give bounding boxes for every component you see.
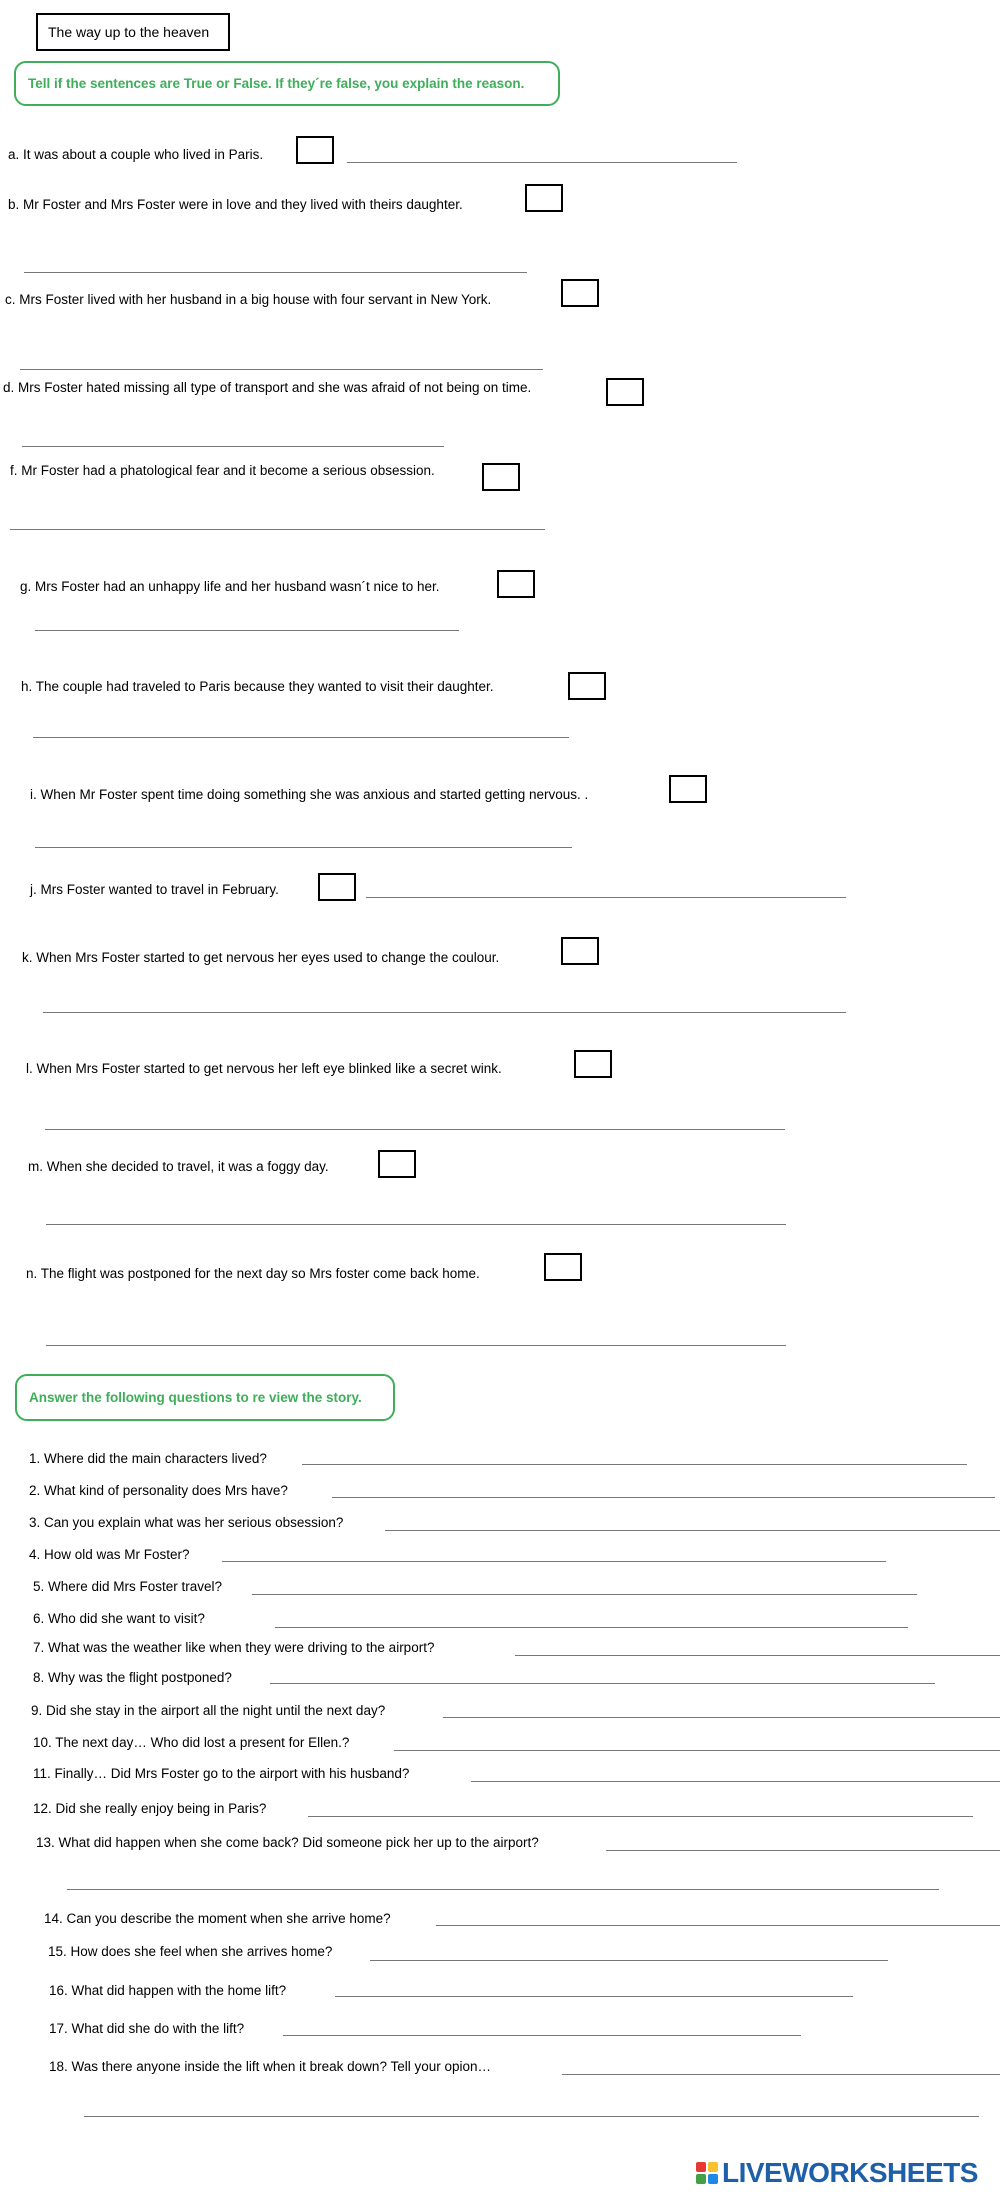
tf-item-a: a. It was about a couple who lived in Paris. [8, 147, 264, 162]
question-7: 7. What was the weather like when they were driving to the airport? [33, 1640, 435, 1655]
answer-line-c[interactable] [20, 369, 543, 370]
answer-line-g[interactable] [35, 630, 459, 631]
question-12: 12. Did she really enjoy being in Paris? [33, 1801, 267, 1816]
tf-answer-box-g[interactable] [497, 570, 535, 598]
tf-answer-box-i[interactable] [669, 775, 707, 803]
answer-line-d[interactable] [22, 446, 444, 447]
answer-line-q13-extra[interactable] [67, 1889, 939, 1890]
tf-answer-box-j[interactable] [318, 873, 356, 901]
tf-item-l: l. When Mrs Foster started to get nervous her left eye blinked like a secret wink. [26, 1061, 502, 1076]
tf-answer-box-c[interactable] [561, 279, 599, 307]
tf-answer-box-d[interactable] [606, 378, 644, 406]
tf-item-m: m. When she decided to travel, it was a foggy day. [28, 1159, 329, 1174]
liveworksheets-logo [696, 2158, 978, 2188]
tf-answer-box-l[interactable] [574, 1050, 612, 1078]
answer-line-i[interactable] [35, 847, 572, 848]
liveworksheets-logo-icon [696, 2162, 718, 2184]
question-1: 1. Where did the main characters lived? [29, 1451, 267, 1466]
section2-instruction: Answer the following questions to re view the story. [15, 1374, 395, 1421]
answer-line-j[interactable] [366, 897, 846, 898]
answer-line-q16[interactable] [335, 1996, 853, 1997]
answer-line-m[interactable] [46, 1224, 786, 1225]
question-10: 10. The next day… Who did lost a present for Ellen.? [33, 1735, 350, 1750]
question-11: 11. Finally… Did Mrs Foster go to the airport with his husband? [33, 1766, 410, 1781]
answer-line-q5[interactable] [252, 1594, 917, 1595]
question-15: 15. How does she feel when she arrives home? [48, 1944, 333, 1959]
tf-item-d: d. Mrs Foster hated missing all type of transport and she was afraid of not being on time. [3, 380, 532, 395]
answer-line-h[interactable] [33, 737, 569, 738]
question-8: 8. Why was the flight postponed? [33, 1670, 232, 1685]
tf-item-k: k. When Mrs Foster started to get nervous her eyes used to change the coulour. [22, 950, 500, 965]
question-9: 9. Did she stay in the airport all the night until the next day? [31, 1703, 386, 1718]
question-5: 5. Where did Mrs Foster travel? [33, 1579, 223, 1594]
answer-line-q18-extra[interactable] [84, 2116, 979, 2117]
question-14: 14. Can you describe the moment when she arrive home? [44, 1911, 391, 1926]
answer-line-q3[interactable] [385, 1530, 1000, 1531]
logo-text: LIVEWORKSHEETS [722, 2157, 978, 2188]
answer-line-q12[interactable] [308, 1816, 973, 1817]
answer-line-q1[interactable] [302, 1464, 967, 1465]
tf-answer-box-h[interactable] [568, 672, 606, 700]
answer-line-q13[interactable] [606, 1850, 1000, 1851]
answer-line-q6[interactable] [275, 1627, 908, 1628]
tf-answer-box-m[interactable] [378, 1150, 416, 1178]
answer-line-q15[interactable] [370, 1960, 888, 1961]
question-3: 3. Can you explain what was her serious obsession? [29, 1515, 344, 1530]
answer-line-n[interactable] [46, 1345, 786, 1346]
tf-item-n: n. The flight was postponed for the next day so Mrs foster come back home. [26, 1266, 480, 1281]
tf-item-h: h. The couple had traveled to Paris because they wanted to visit their daughter. [21, 679, 494, 694]
question-18: 18. Was there anyone inside the lift when it break down? Tell your opion… [49, 2059, 492, 2074]
question-6: 6. Who did she want to visit? [33, 1611, 205, 1626]
answer-line-q17[interactable] [283, 2035, 801, 2036]
answer-line-q11[interactable] [471, 1781, 1000, 1782]
answer-line-b[interactable] [24, 272, 527, 273]
question-13: 13. What did happen when she come back? Did someone pick her up to the airport? [36, 1835, 539, 1850]
tf-item-f: f. Mr Foster had a phatological fear and it become a serious obsession. [10, 463, 435, 478]
tf-item-g: g. Mrs Foster had an unhappy life and her husband wasn´t nice to her. [20, 579, 440, 594]
answer-line-q18[interactable] [562, 2074, 1000, 2075]
tf-item-c: c. Mrs Foster lived with her husband in a big house with four servant in New York. [5, 292, 492, 307]
question-16: 16. What did happen with the home lift? [49, 1983, 287, 1998]
worksheet-title: The way up to the heaven [36, 13, 230, 51]
question-17: 17. What did she do with the lift? [49, 2021, 245, 2036]
tf-answer-box-a[interactable] [296, 136, 334, 164]
answer-line-l[interactable] [45, 1129, 785, 1130]
tf-answer-box-f[interactable] [482, 463, 520, 491]
answer-line-q8[interactable] [270, 1683, 935, 1684]
tf-item-j: j. Mrs Foster wanted to travel in February. [30, 882, 279, 897]
answer-line-q4[interactable] [222, 1561, 886, 1562]
answer-line-f[interactable] [10, 529, 545, 530]
tf-item-b: b. Mr Foster and Mrs Foster were in love and they lived with theirs daughter. [8, 197, 463, 212]
answer-line-q14[interactable] [436, 1925, 1000, 1926]
answer-line-a[interactable] [347, 162, 737, 163]
answer-line-q7[interactable] [515, 1655, 1000, 1656]
tf-answer-box-n[interactable] [544, 1253, 582, 1281]
section1-instruction: Tell if the sentences are True or False. If they´re false, you explain the reason. [14, 61, 560, 106]
tf-item-i: i. When Mr Foster spent time doing something she was anxious and started getting nervous. . [30, 787, 589, 802]
answer-line-k[interactable] [43, 1012, 846, 1013]
tf-answer-box-b[interactable] [525, 184, 563, 212]
answer-line-q9[interactable] [443, 1717, 1000, 1718]
question-2: 2. What kind of personality does Mrs have? [29, 1483, 288, 1498]
answer-line-q10[interactable] [394, 1750, 1000, 1751]
answer-line-q2[interactable] [332, 1497, 995, 1498]
question-4: 4. How old was Mr Foster? [29, 1547, 190, 1562]
tf-answer-box-k[interactable] [561, 937, 599, 965]
